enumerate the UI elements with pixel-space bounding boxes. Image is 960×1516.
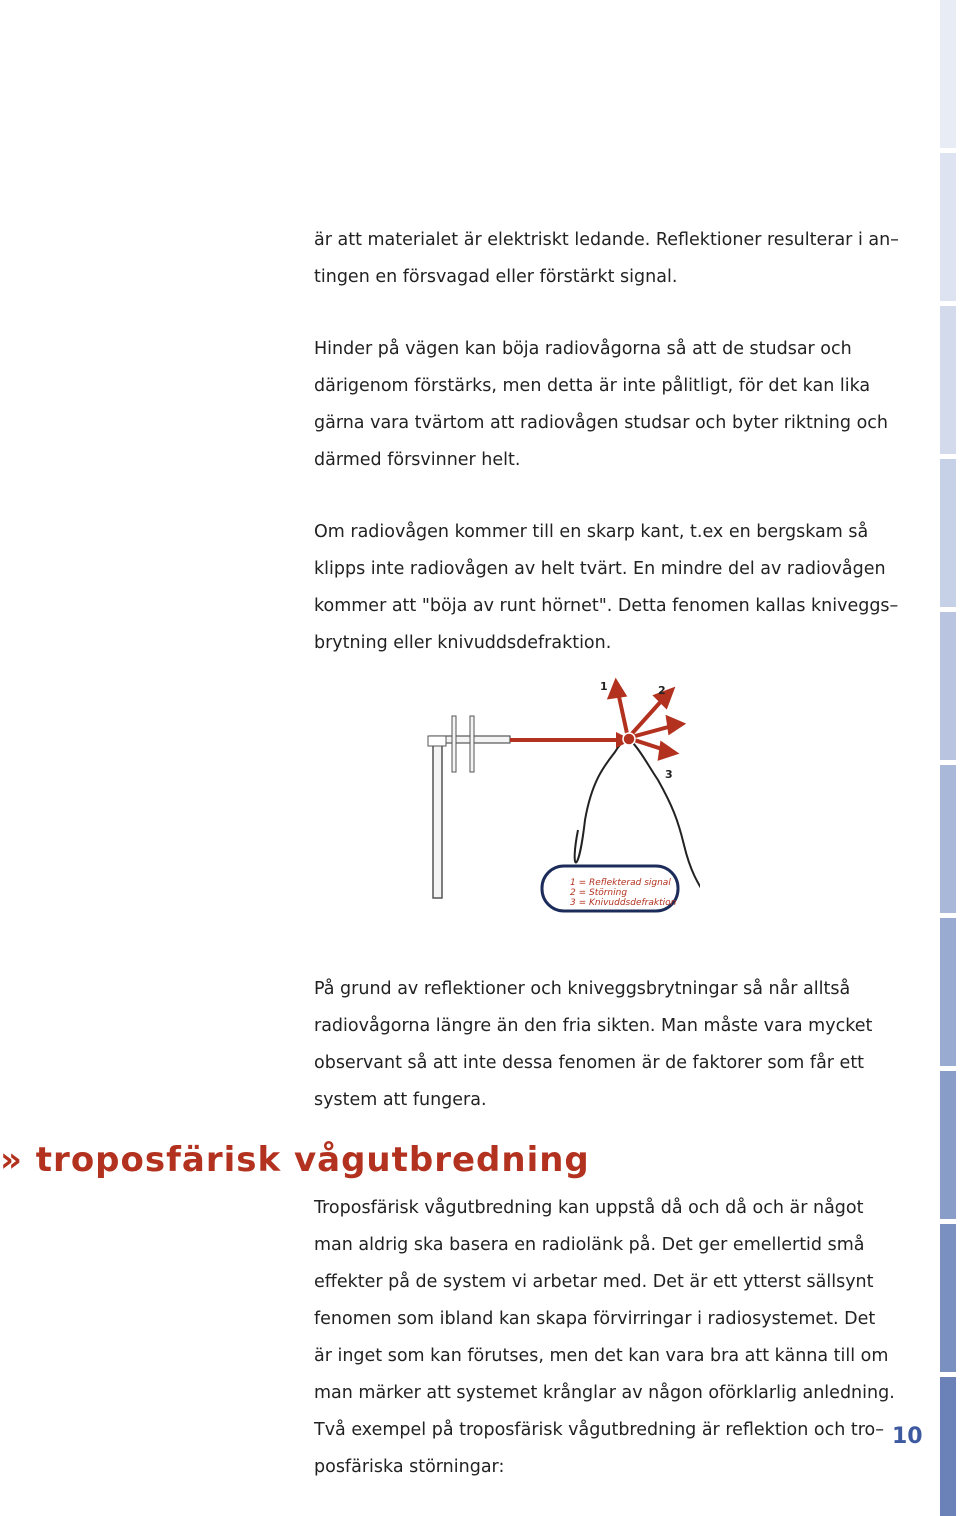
- label-3: 3: [665, 768, 673, 781]
- side-tab-strip: [940, 0, 956, 1516]
- text-line: Två exempel på troposfärisk vågutbredning är reflektion och tro–: [314, 1420, 885, 1440]
- text-line: tingen en försvagad eller förstärkt signal.: [314, 267, 678, 287]
- side-tab: [940, 153, 956, 301]
- side-tab: [940, 1377, 956, 1516]
- text-line: radiovågorna längre än den fria sikten. Man måste vara mycket: [314, 1016, 873, 1036]
- side-tab: [940, 1224, 956, 1372]
- text-line: man aldrig ska basera en radiolänk på. Det ger emellertid små: [314, 1235, 865, 1255]
- side-tab: [940, 918, 956, 1066]
- antenna-mast: [433, 740, 442, 898]
- paragraph-reflection-end: [314, 222, 899, 296]
- text-line: Troposfärisk vågutbredning kan uppstå då och då och är något: [314, 1198, 864, 1218]
- text-line: observant så att inte dessa fenomen är de faktorer som får ett: [314, 1053, 865, 1073]
- section-heading: » troposfärisk vågutbredning: [0, 1140, 590, 1180]
- side-tab: [940, 459, 956, 607]
- antenna-element: [452, 716, 456, 772]
- text-line: brytning eller knivuddsdefraktion.: [314, 633, 612, 653]
- text-line: man märker att systemet krånglar av någon oförklarlig anledning.: [314, 1383, 895, 1403]
- label-2: 2: [658, 684, 666, 697]
- diffraction-diagram: [410, 670, 700, 915]
- paragraph-tropospheric: [314, 1190, 895, 1486]
- text-line: gärna vara tvärtom att radiovågen studsar och byter riktning och: [314, 413, 888, 433]
- paragraph-knife-edge: [314, 514, 899, 662]
- knife-edge-diffraction-figure: [410, 670, 700, 919]
- scattered-signal-arrows: [610, 682, 682, 758]
- paragraph-obstacles: [314, 331, 888, 479]
- text-line: Hinder på vägen kan böja radiovågorna så att de studsar och: [314, 339, 852, 359]
- side-tab: [940, 765, 956, 913]
- text-line: kommer att "böja av runt hörnet". Detta fenomen kallas kniveggs–: [314, 596, 899, 616]
- side-tab: [940, 0, 956, 148]
- text-line: därigenom förstärks, men detta är inte pålitligt, för det kan lika: [314, 376, 871, 396]
- text-line: Om radiovågen kommer till en skarp kant, t.ex en bergskam så: [314, 522, 869, 542]
- page-number: 10: [892, 1424, 923, 1449]
- text-line: På grund av reflektioner och kniveggsbrytningar så når alltså: [314, 979, 851, 999]
- legend-item: 3 = Knivuddsdefraktion: [570, 898, 677, 908]
- side-tab: [940, 612, 956, 760]
- antenna-bracket: [428, 736, 446, 746]
- text-line: fenomen som ibland kan skapa förvirringar i radiosystemet. Det: [314, 1309, 876, 1329]
- text-line: system att fungera.: [314, 1090, 487, 1110]
- text-line: effekter på de system vi arbetar med. Det är ett ytterst sällsynt: [314, 1272, 874, 1292]
- side-tab: [940, 1071, 956, 1219]
- diffraction-point: [623, 733, 635, 745]
- legend-item: 2 = Störning: [570, 888, 628, 898]
- legend-item: 1 = Reflekterad signal: [570, 878, 671, 888]
- side-tab: [940, 306, 956, 454]
- text-line: därmed försvinner helt.: [314, 450, 521, 470]
- label-1: 1: [600, 680, 608, 693]
- text-line: klipps inte radiovågen av helt tvärt. En mindre del av radiovågen: [314, 559, 886, 579]
- text-line: är inget som kan förutses, men det kan vara bra att känna till om: [314, 1346, 889, 1366]
- antenna-element: [470, 716, 474, 772]
- paragraph-summary: [314, 971, 888, 1119]
- text-line: är att materialet är elektriskt ledande. Reflektioner resulterar i an–: [314, 230, 899, 250]
- text-line: posfäriska störningar:: [314, 1457, 505, 1477]
